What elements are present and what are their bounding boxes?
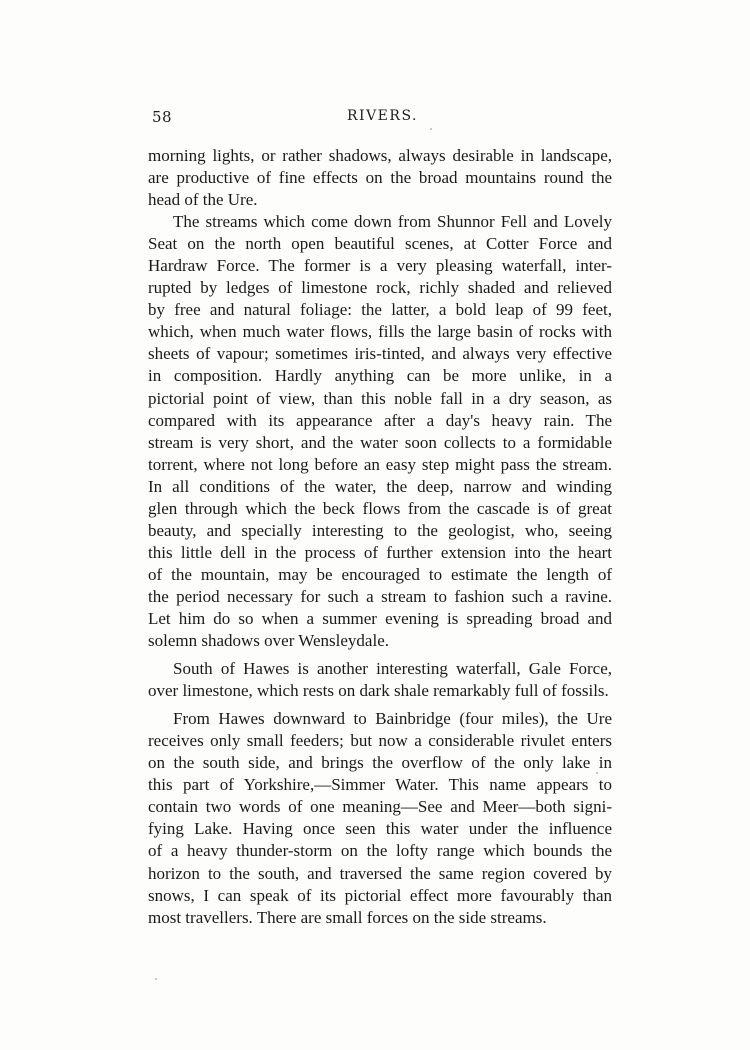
text-line: solemn shadows over Wensleydale. bbox=[148, 631, 389, 651]
text-line: stream is very short, and the water soon collects to a formidable bbox=[148, 432, 612, 452]
paper-speck bbox=[430, 128, 432, 130]
page-header bbox=[152, 108, 612, 130]
text-line: Hardraw Force. The former is a very pleasing waterfall, inter- bbox=[148, 256, 612, 276]
text-line: which, when much water flows, fills the large basin of rocks with bbox=[148, 322, 612, 342]
text-line: the period necessary for such a stream to fashion such a ravine. bbox=[148, 586, 612, 606]
paragraph bbox=[148, 658, 612, 702]
paragraph bbox=[148, 708, 612, 928]
text-line: by free and natural foliage: the latter, a bold leap of 99 feet, bbox=[148, 300, 612, 320]
text-line: snows, I can speak of its pictorial effect more favourably than bbox=[148, 885, 612, 905]
text-line: In all conditions of the water, the deep, narrow and winding bbox=[148, 476, 612, 496]
text-line: are productive of fine effects on the broad mountains round the bbox=[148, 168, 612, 188]
text-line: morning lights, or rather shadows, always desirable in landscape, bbox=[148, 146, 612, 165]
text-line: Let him do so when a summer evening is spreading broad and bbox=[148, 608, 612, 628]
text-line: this little dell in the process of further extension into the heart bbox=[148, 542, 612, 562]
text-line: this part of Yorkshire,—Simmer Water. This name appears to bbox=[148, 775, 612, 795]
text-line: fying Lake. Having once seen this water under the influence bbox=[148, 819, 612, 839]
text-line: of a heavy thunder-storm on the lofty range which bounds the bbox=[148, 841, 612, 861]
text-line: torrent, where not long before an easy step might pass the stream. bbox=[148, 454, 612, 474]
text-line: From Hawes downward to Bainbridge (four miles), the Ure bbox=[173, 709, 612, 729]
text-line: head of the Ure. bbox=[148, 190, 258, 210]
text-line: in composition. Hardly anything can be more unlike, in a bbox=[148, 366, 612, 386]
text-line: Seat on the north open beautiful scenes, at Cotter Force and bbox=[148, 234, 612, 254]
text-line: glen through which the beck flows from the cascade is of great bbox=[148, 498, 612, 518]
text-line: of the mountain, may be encouraged to estimate the length of bbox=[148, 564, 612, 584]
body-text bbox=[148, 145, 612, 929]
text-line: The streams which come down from Shunnor Fell and Lovely bbox=[173, 212, 612, 232]
paragraph bbox=[148, 145, 612, 211]
text-line: on the south side, and brings the overflow of the only lake in bbox=[148, 753, 612, 773]
paper-speck bbox=[155, 978, 157, 980]
text-line: receives only small feeders; but now a considerable rivulet enters bbox=[148, 731, 612, 751]
text-line: compared with its appearance after a day's heavy rain. The bbox=[148, 410, 612, 430]
text-line: pictorial point of view, than this noble fall in a dry season, as bbox=[148, 388, 612, 408]
text-line: rupted by ledges of limestone rock, richly shaded and relieved bbox=[148, 278, 612, 298]
text-line: contain two words of one meaning—See and Meer—both signi- bbox=[148, 797, 612, 817]
text-line: most travellers. There are small forces on the side streams. bbox=[148, 907, 547, 927]
text-line: beauty, and specially interesting to the geologist, who, seeing bbox=[148, 520, 612, 540]
text-line: South of Hawes is another interesting waterfall, Gale Force, bbox=[173, 659, 612, 679]
running-title: RIVERS. bbox=[347, 108, 418, 124]
text-line: horizon to the south, and traversed the same region covered by bbox=[148, 863, 612, 883]
page-number: 58 bbox=[152, 108, 173, 126]
paragraph bbox=[148, 211, 612, 652]
text-line: sheets of vapour; sometimes iris-tinted, and always very effective bbox=[148, 344, 612, 364]
paper-speck bbox=[596, 772, 598, 774]
text-line: over limestone, which rests on dark shale remarkably full of fossils. bbox=[148, 681, 609, 701]
